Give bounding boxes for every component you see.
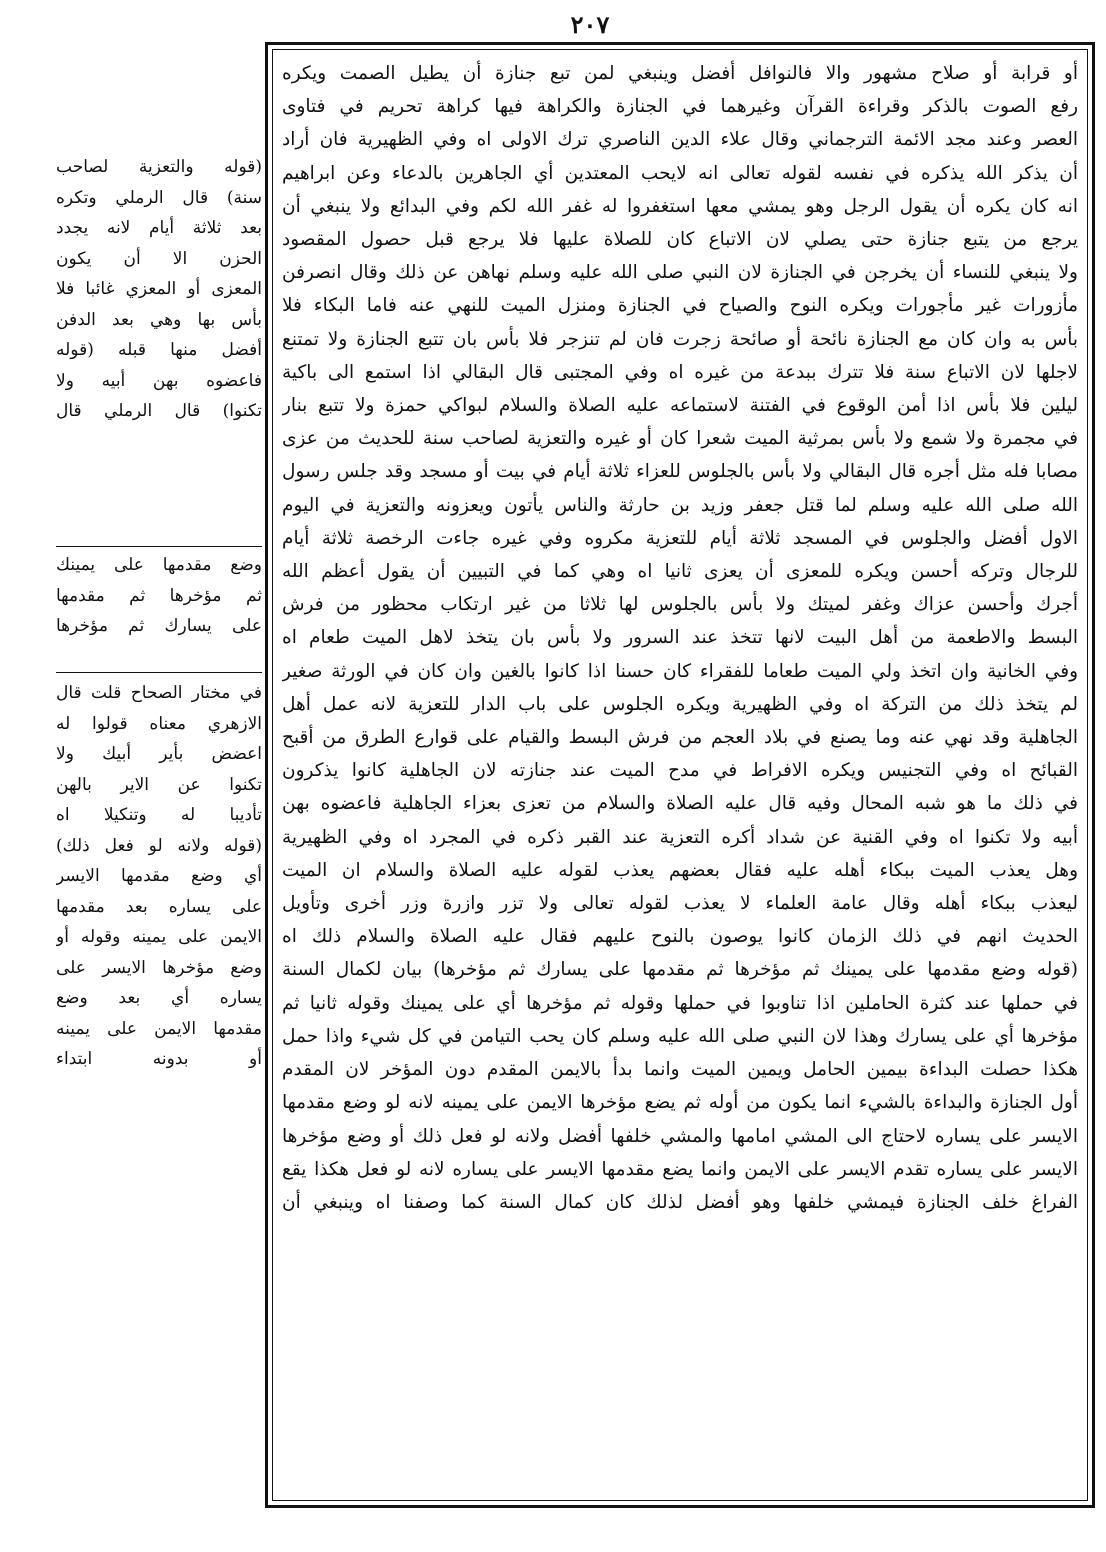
margin-text-line: أي وضع مقدمها الايسر — [56, 866, 262, 886]
margin-text-line: أفضل منها قبله (قوله — [56, 340, 262, 360]
main-text-line: ليعذب ببكاء أهله وقال عامة العلماء لا يعذب لقوله تعالى ولا تزر وازرة وزر أخرى وتأويل — [282, 893, 1078, 915]
main-text-line: الاول أفضل والجلوس في المسجد ثلاثة أيام للتعزية مكروه وفي غيره جاءت الرخصة ثلاثة أيام — [282, 527, 1078, 549]
main-text-line: رفع الصوت بالذكر وقراءة القرآن وغيرهما في الجنازة والكراهة فيها كراهة تحريم في فتاوى — [282, 96, 1078, 118]
margin-text-line: أو بدونه ابتداء — [56, 1049, 262, 1069]
main-text-line: الجاهلية وقد نهي عنه وما يصنع في بلاد العجم من فرش البسط والقيام على قوارع الطرق من أقبح — [282, 727, 1078, 749]
margin-text-line: فاعضوه بهن أبيه ولا — [56, 370, 262, 391]
margin-text-line: مقدمها الايمن على يمينه — [56, 1018, 262, 1039]
page-number: ٢٠٧ — [570, 10, 610, 39]
margin-text-line: يساره أي بعد وضع — [56, 988, 262, 1008]
margin-text-line: ثم مؤخرها ثم مقدمها — [56, 585, 262, 606]
main-text-line: ليلين فلا بأس اذا أمن الوقوع في الفتنة لاستماعه عليه الصلاة والسلام لبواكي حمزة ولا تتبع بنار — [282, 395, 1078, 417]
main-text-line: انه كان يكره أن يقول الرجل وهو يمشي معها استغفروا له غفر الله لكم وفي البدائع ولا ينبغي أن — [282, 195, 1078, 217]
main-text-line: مأزورات غير مأجورات ويكره النوح والصياح في الجنازة ومنزل الميت للنهي عنه فاما البكاء فلا — [282, 295, 1078, 317]
main-text-line: الفراغ خلف الجنازة فيمشي خلفها وهو أفضل لذلك كان كمال السنة كما وصفنا اه وينبغي أن — [282, 1191, 1078, 1213]
margin-commentary-1 — [56, 152, 262, 427]
margin-text-line: سنة) قال الرملي وتكره — [56, 187, 262, 208]
main-text-line: الحديث انهم في ذلك الزمان كانوا يوصون بالنوح عليهم فقال عليه الصلاة والسلام ذلك اه — [282, 926, 1078, 948]
margin-commentary-2 — [56, 550, 262, 642]
margin-text-line: في مختار الصحاح قلت قال — [56, 683, 262, 703]
main-text-body — [282, 57, 1078, 1491]
main-text-line: الله صلى الله عليه وسلم لما قتل جعفر وزيد بن حارثة والناس يأتون ويعزونه والتعزية في اليوم — [282, 494, 1078, 516]
margin-text-line: على يسارك ثم مؤخرها — [56, 616, 262, 636]
main-text-line: العصر وعند مجد الائمة الترجماني وقال علاء الدين الناصري ترك الاولى اه وفي الظهيرية فان أراد — [282, 129, 1078, 151]
margin-text-line: الحزن الا أن يكون — [56, 248, 262, 269]
margin-text-line: تكنوا عن الاير بالهن — [56, 774, 262, 795]
margin-divider-1 — [56, 546, 262, 547]
margin-text-line: وضع مقدمها على يمينك — [56, 555, 262, 575]
main-text-frame — [265, 42, 1095, 1508]
main-text-line: ولا ينبغي للنساء أن يخرجن في الجنازة لان النبي صلى الله عليه وسلم نهاهن عن ذلك وقال انصرفن — [282, 262, 1078, 284]
main-text-line: مصابا فله مثل أجره قال البقالي ولا بأس بالجلوس للعزاء ثلاثة أيام في بيت أو مسجد وقد جلس رسول — [282, 461, 1078, 483]
main-text-line: مؤخرها أي على يسارك وهذا لان النبي صلى الله عليه وسلم كان يحب التيامن في كل شيء واذا حمل — [282, 1025, 1078, 1047]
main-text-line: البسط والاطعمة من أهل البيت لانها تتخذ عند السرور ولا بأس بان يتخذ لاهل الميت طعام اه — [282, 627, 1078, 649]
margin-text-line: الايمن على يمينه وقوله أو — [56, 927, 262, 947]
margin-text-line: وضع مؤخرها الايسر على — [56, 957, 262, 978]
main-text-line: وفي الخانية وان اتخذ ولي الميت طعاما للفقراء كان حسنا اذا كانوا بالغين وان كان في الورثة صغير — [282, 660, 1078, 682]
margin-divider-2 — [56, 672, 262, 673]
margin-text-line: على يساره بعد مقدمها — [56, 896, 262, 917]
main-text-line: أو قرابة أو صلاح مشهور والا فالنوافل أفضل وينبغي لمن تبع جنازة أن يطيل الصمت ويكره — [282, 63, 1078, 84]
main-text-line: (قوله وضع مقدمها على يمينك ثم مؤخرها ثم مقدمها على يسارك ثم مؤخرها) بيان لكمال السنة — [282, 959, 1078, 981]
main-text-line: الايسر على يساره لاحتاج الى المشي امامها والمشي خلفها أفضل ولانه لو فعل ذلك أو وضع مؤخرها — [282, 1125, 1078, 1147]
main-text-line: في حملها عند كثرة الحاملين اذا تناوبوا في حملها وقوله ثم مؤخرها أي على يمينك وقوله ثانيا ثم — [282, 992, 1078, 1014]
margin-text-line: بعد ثلاثة أيام لانه يجدد — [56, 218, 262, 238]
main-text-line: للرجال وتركه أحسن ويكره للمعزى أن يعزى ثانيا اه وهي كما في التبيين أن يقول أعظم الله — [282, 561, 1078, 583]
margin-text-line: (قوله ولانه لو فعل ذلك) — [56, 835, 262, 856]
margin-commentary-3 — [56, 678, 262, 1075]
main-text-line: الايسر على يساره تقدم الايسر على الايمن وانما يضع مقدمها الايسر على يساره لانه لو فعل هكذا يقع — [282, 1158, 1078, 1180]
main-text-line: أن يذكر الله يذكره في نفسه لقوله تعالى انه لايحب المعتدين أي الجاهرين بالدعاء وعن ابراهيم — [282, 162, 1078, 184]
margin-text-line: تأديبا له وتنكيلا اه — [56, 805, 262, 825]
main-text-line: بأس به وان كان مع الجنازة نائحة أو صائحة زجرت فان لم تنزجر فلا بأس بان تتبع الجنازة ولا تمتنع — [282, 328, 1078, 350]
main-text-line: لم يتخذ ذلك من التركة اه وفي الظهيرية ويكره الجلوس على باب الدار للتعزية لانه عمل أهل — [282, 693, 1078, 715]
main-text-line: لاجلها لان الاتباع سنة فلا تترك ببدعة من غيره اه وفي المجتبى قال البقالي اذا استمع الى باكية — [282, 361, 1078, 383]
margin-text-line: تكنوا) قال الرملي قال — [56, 401, 262, 421]
main-text-line: أجرك وأحسن عزاك وغفر لميتك ولا بأس بالجلوس لها ثلاثا من غير ارتكاب محظور من فرش — [282, 594, 1078, 616]
margin-text-line: (قوله والتعزية لصاحب — [56, 157, 262, 177]
margin-text-line: الازهري معناه قولوا له — [56, 713, 262, 734]
margin-text-line: المعزى أو المعزي غائبا فلا — [56, 279, 262, 299]
main-text-line: في ذلك ما هو شبه المحال وفيه قال عليه الصلاة والسلام من تعزى بعزاء الجاهلية فاعضوه بهن — [282, 793, 1078, 815]
main-text-line: وهل يعذب الميت ببكاء أهله عليه فقال بعضهم يعذب لقوله عليه الصلاة والسلام ان الميت — [282, 859, 1078, 881]
margin-text-line: اعضض بأير أبيك ولا — [56, 744, 262, 764]
margin-text-line: بأس بها وهي بعد الدفن — [56, 309, 262, 330]
main-text-line: أول الجنازة والبداءة بالشيء انما يكون من أوله ثم يضع مؤخرها الايمن على يمينه لانه لو وضع مقدمها — [282, 1092, 1078, 1114]
main-text-line: هكذا حصلت البداءة بيمين الحامل ويمين الميت وانما بدأ بالايمن المقدم دون المؤخر لان المقدم — [282, 1059, 1078, 1081]
main-text-line: القبائح اه وفي التجنيس ويكره الافراط في مدح الميت عند جنازته لان الجاهلية كانوا يذكرون — [282, 760, 1078, 782]
main-text-line: يرجع من يتبع جنازة حتى يصلي لان الاتباع كان للصلاة عليها فلا يرجع قبل حصول المقصود — [282, 229, 1078, 251]
main-text-line: أبيه ولا تكنوا اه وفي القنية عن شداد أكره التعزية عند القبر ذكره في المجرد اه وفي الظهيرية — [282, 826, 1078, 848]
main-text-line: في مجمرة ولا شمع ولا بأس بمرثية الميت شعرا كان أو غيره والتعزية لصاحب سنة للحديث من عزى — [282, 428, 1078, 450]
